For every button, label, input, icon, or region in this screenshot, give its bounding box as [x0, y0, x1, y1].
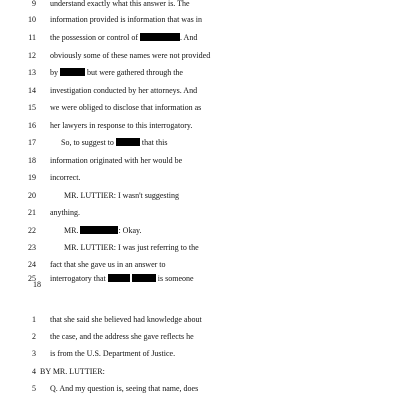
- transcript-line: [0, 258, 400, 272]
- line-text-part: MR.: [64, 226, 79, 235]
- line-number: 25: [28, 274, 36, 283]
- transcript-line: [0, 101, 400, 115]
- line-text: obviously some of these names were not provided: [50, 51, 211, 60]
- transcript-line: [0, 272, 400, 286]
- line-number: 13: [28, 68, 36, 77]
- line-text-part: interrogatory that: [50, 274, 106, 283]
- line-number: 22: [28, 226, 36, 235]
- line-number: 11: [28, 33, 36, 42]
- line-text-part: So, to suggest to: [61, 138, 114, 147]
- line-text: MR. LUTTIER: I wasn't suggesting: [64, 191, 179, 200]
- line-text: investigation conducted by her attorneys. And: [50, 86, 198, 95]
- line-text: [50, 66, 183, 80]
- line-text-part: that this: [141, 138, 168, 147]
- transcript-line: [0, 313, 400, 327]
- line-number: 2: [32, 332, 36, 341]
- transcript-line: [0, 31, 400, 45]
- line-number: 5: [32, 384, 36, 393]
- line-text: understand exactly what this answer is. The: [50, 0, 190, 8]
- redaction-box: [116, 138, 140, 146]
- line-number: 17: [28, 138, 36, 147]
- line-number: 14: [28, 86, 36, 95]
- line-number: 12: [28, 51, 36, 60]
- redaction-box: [140, 33, 180, 41]
- transcript-line: [0, 347, 400, 361]
- line-number: 18: [28, 156, 36, 165]
- line-text: Q. And my question is, seeing that name, does: [50, 384, 199, 393]
- line-text: incorrect.: [50, 173, 81, 182]
- line-text: her lawyers in response to this interrogatory.: [50, 121, 193, 130]
- transcript-line: [0, 119, 400, 133]
- line-number: 15: [28, 103, 36, 112]
- transcript-line: [0, 171, 400, 185]
- transcript-line: [0, 206, 400, 220]
- transcript-line: [0, 49, 400, 63]
- redaction-box: [60, 68, 85, 76]
- transcript-line: [0, 189, 400, 203]
- line-text: information provided is information that was in: [50, 15, 202, 24]
- line-number: 10: [28, 15, 36, 24]
- line-text-part: by: [50, 68, 58, 77]
- line-number: 4: [32, 367, 36, 376]
- line-text-part: : Okay.: [118, 226, 142, 235]
- redaction-box: [132, 274, 156, 282]
- line-number: 9: [32, 0, 36, 8]
- transcript-line: [0, 382, 400, 396]
- line-text: we were obliged to disclose that information as: [50, 103, 202, 112]
- line-text: anything.: [50, 208, 80, 217]
- line-text: [50, 272, 194, 286]
- transcript-line: [0, 365, 400, 379]
- line-text: BY MR. LUTTIER:: [40, 367, 105, 376]
- redaction-box: [80, 226, 118, 234]
- page-number: 18: [33, 280, 41, 289]
- line-text: is from the U.S. Department of Justice.: [50, 349, 176, 358]
- line-text-part: is someone: [157, 274, 194, 283]
- line-number: 20: [28, 191, 36, 200]
- line-number: 24: [28, 260, 36, 269]
- line-number: 16: [28, 121, 36, 130]
- line-number: 1: [32, 315, 36, 324]
- line-number: 23: [28, 243, 36, 252]
- redaction-box: [108, 274, 130, 282]
- line-text: [61, 136, 167, 150]
- line-number: 19: [28, 173, 36, 182]
- line-text: the case, and the address she gave reflects he: [50, 332, 194, 341]
- line-text: [50, 31, 197, 45]
- transcript-line: [0, 154, 400, 168]
- line-text-part: but were gathered through the: [87, 68, 183, 77]
- line-text-part: . And: [180, 33, 198, 42]
- transcript-line: [0, 241, 400, 255]
- line-text: fact that she gave us in an answer to: [50, 260, 166, 269]
- line-text: that she said she believed had knowledge about: [50, 315, 202, 324]
- transcript-line: [0, 224, 400, 238]
- transcript-line: [0, 136, 400, 150]
- line-text-part: the possession or control of: [50, 33, 138, 42]
- line-number: 21: [28, 208, 36, 217]
- transcript-line: [0, 66, 400, 80]
- line-text: information originated with her would be: [50, 156, 183, 165]
- transcript-line: [0, 0, 400, 11]
- transcript-line: [0, 13, 400, 27]
- line-number: 3: [32, 349, 36, 358]
- transcript-line: [0, 84, 400, 98]
- line-text: [64, 224, 141, 238]
- transcript-line: [0, 330, 400, 344]
- line-text: MR. LUTTIER: I was just referring to the: [64, 243, 199, 252]
